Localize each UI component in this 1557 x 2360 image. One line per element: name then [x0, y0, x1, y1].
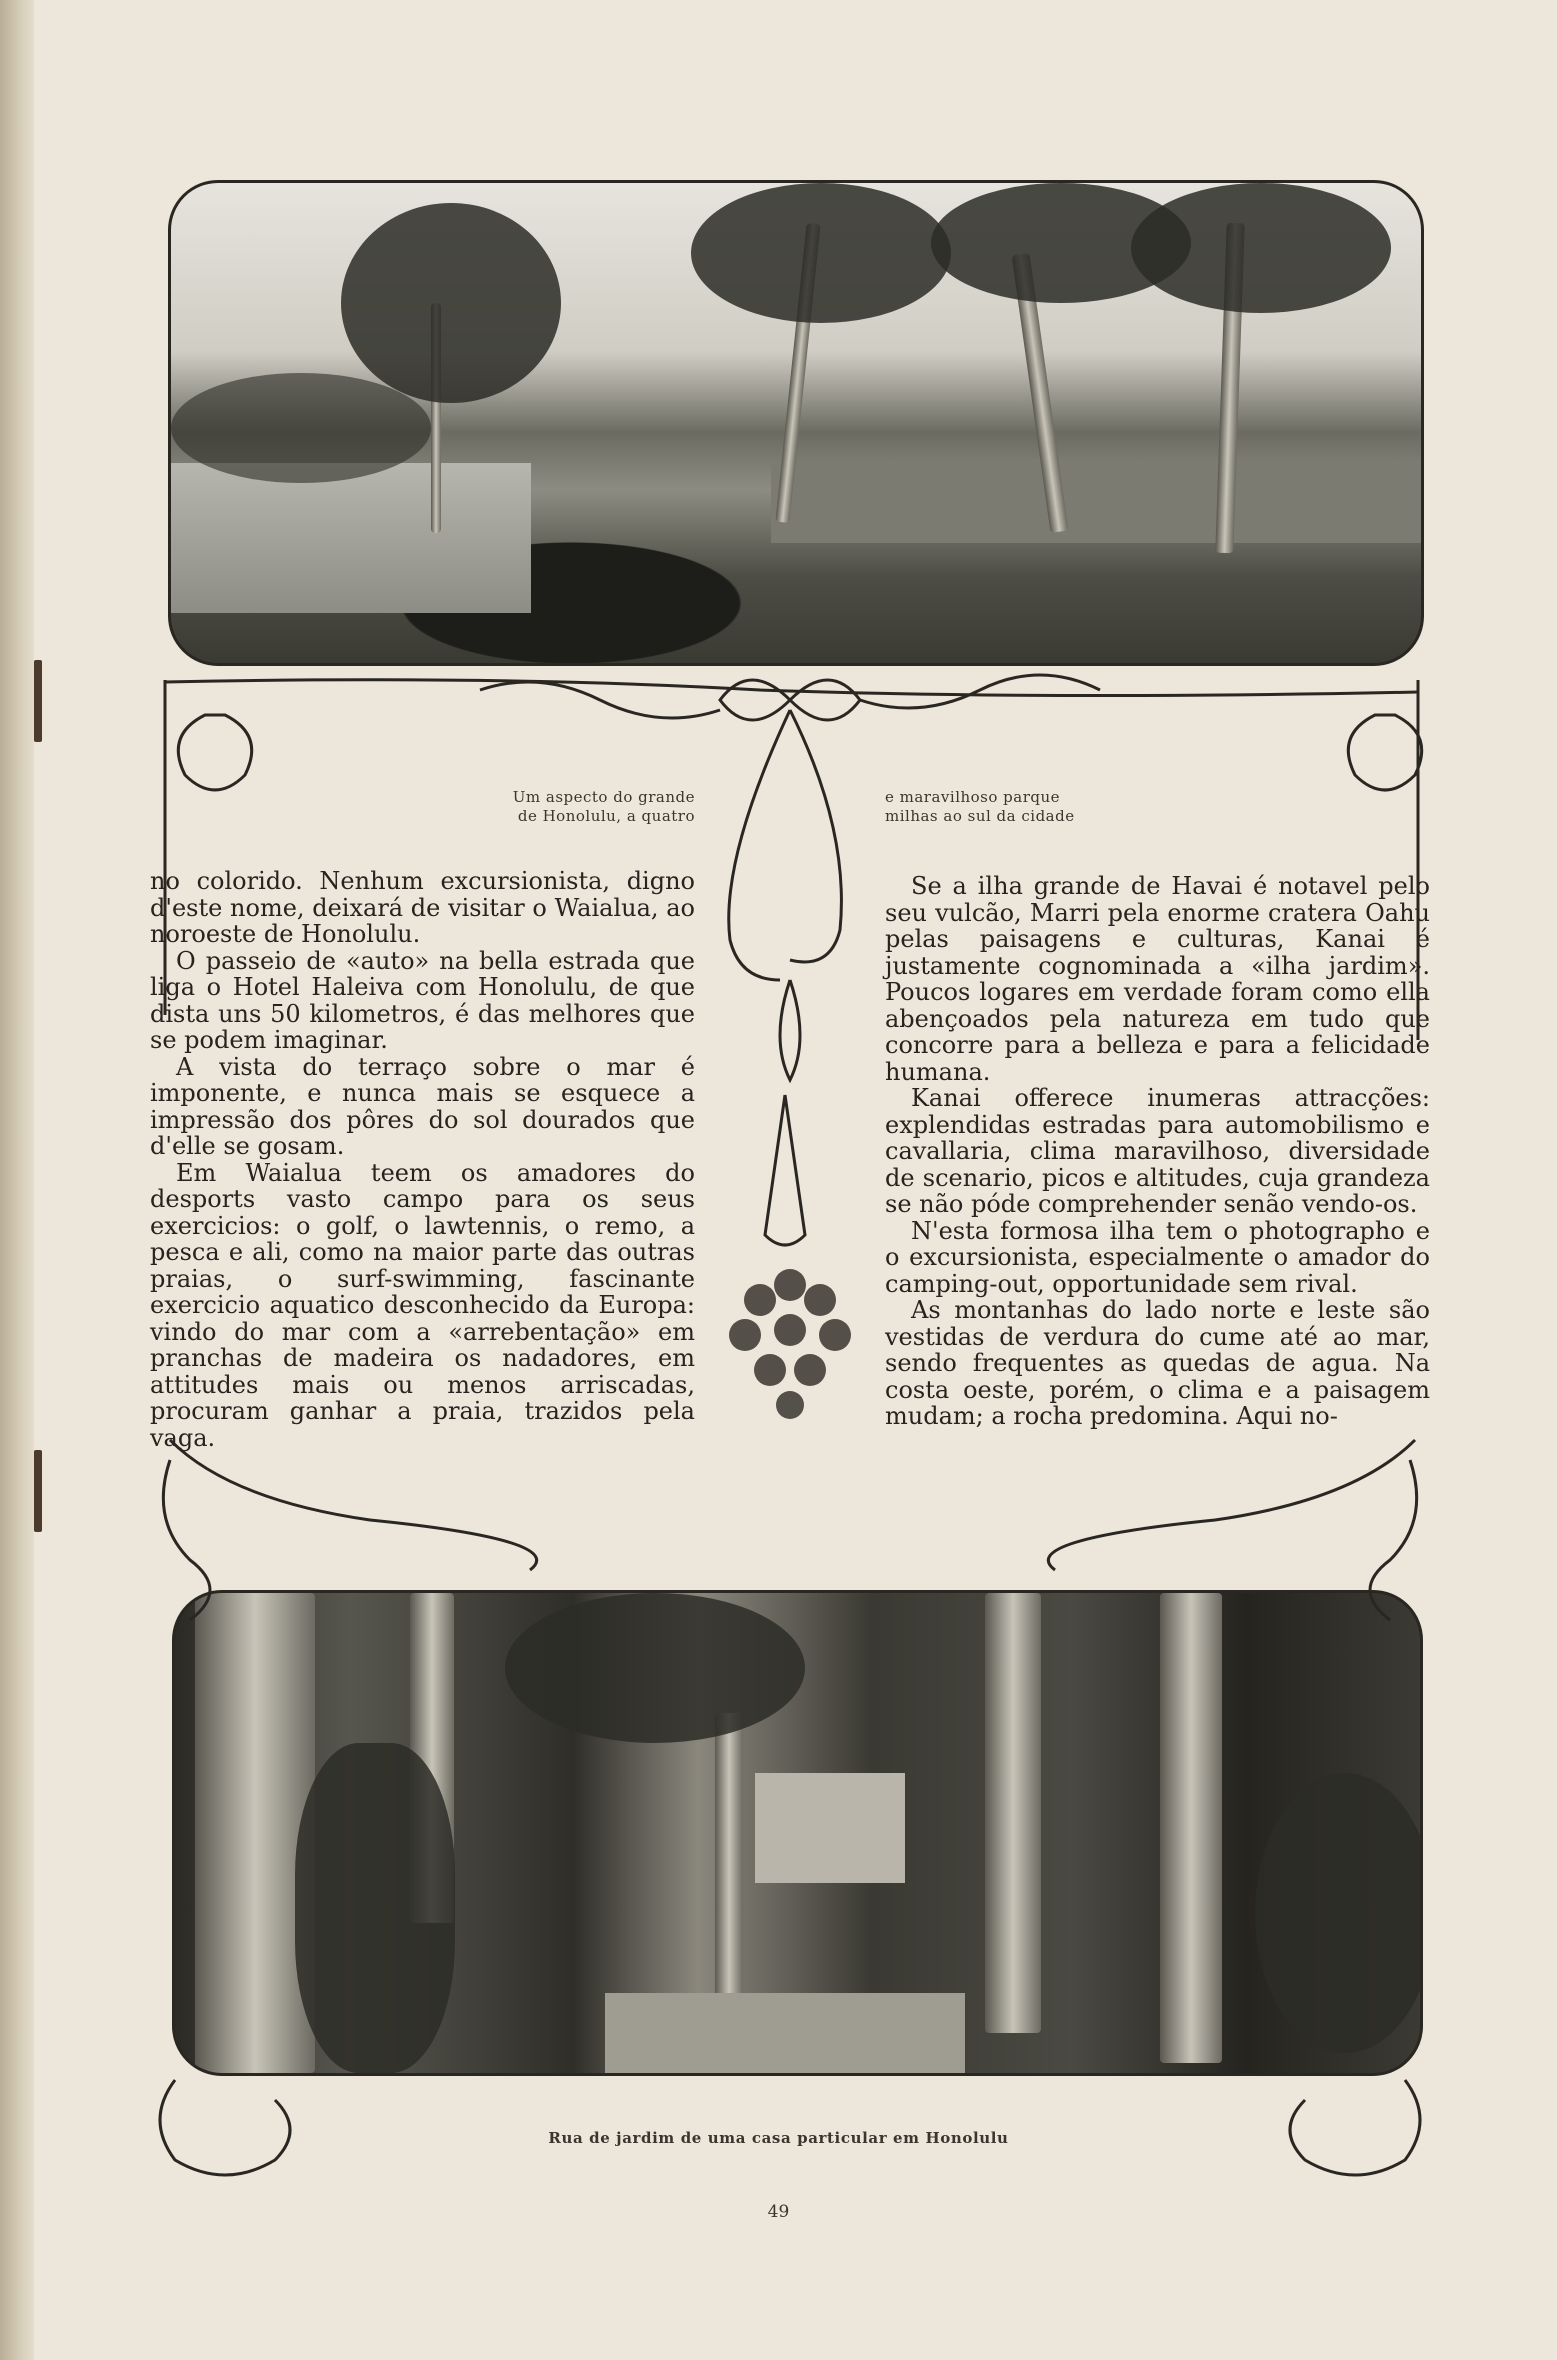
caption-line: e maravilhoso parque [885, 788, 1061, 806]
ribbon-bow [720, 680, 860, 720]
bottom-photo-caption: Rua de jardim de uma casa particular em Honolulu [548, 2129, 1009, 2147]
paragraph: As montanhas do lado norte e leste são vestidas de verdura do cume até ao mar, sendo frequentes as quedas de agua. Na costa oeste, porém, o clima e a paisagem mudam; a rocha predomina. Aqui no- [885, 1296, 1430, 1430]
article-left-column [150, 868, 695, 1451]
caption-line: de Honolulu, a quatro [517, 807, 695, 825]
scroll-ornament [178, 715, 251, 790]
ribbon-right [860, 675, 1100, 708]
flower-cluster [729, 1269, 851, 1419]
lower-right-flourish [1048, 1440, 1415, 1570]
paragraph: A vista do terraço sobre o mar é imponente, e nunca mais se esquece a impressão dos pôres do sol dourados que d'elle se gosam. [150, 1052, 695, 1160]
caption-line: Um aspecto do grande [512, 788, 695, 806]
top-caption-right [885, 788, 1145, 826]
lower-left-flourish [170, 1440, 537, 1570]
page-number: 49 [767, 2202, 790, 2222]
frame-top-rule [165, 680, 1418, 696]
paragraph: Em Waialua teem os amadores do desports vasto campo para os seus exercicios: o golf, o lawtennis, o remo, a pesca e ali, como na maior parte das outras praias, o surf-swimming, fascinante exercicio aquatico desconhecido da Europa: vindo do mar com a «arrebentação» em pranchas de madeira os nadadores, em attitudes mais ou menos arriscadas, procuram ganhar a praia, trazidos pela vaga. [150, 1158, 695, 1452]
lower-right-scroll [1370, 1460, 1417, 1620]
paragraph: Kanai offerece inumeras attracções: explendidas estradas para automobilismo e cavallaria, clima maravilhoso, diversidade de scenario, picos e altitudes, cuja grandeza se não póde comprehender senão vendo-os. [885, 1084, 1430, 1218]
ribbon-tail [790, 710, 841, 962]
paragraph: no colorido. Nenhum excursionista, digno d'este nome, deixará de visitar o Waialua, ao noroeste de Honolulu. [150, 867, 695, 948]
scroll-ornament [1348, 715, 1421, 790]
flower-bell [765, 1095, 805, 1245]
ribbon-tail [729, 710, 790, 980]
lower-left-scroll [163, 1460, 210, 1620]
bottom-right-scroll [1290, 2080, 1420, 2175]
paragraph: Se a ilha grande de Havai é notavel pelo seu vulcão, Marri pela enorme cratera Oahu pelas paisagens e culturas, Kanai é justamente cognominada a «ilha jardim». Poucos logares em verdade foram como ella abençoados pela natureza em tudo que concorre para a belleza e para a felicidade humana. [885, 872, 1430, 1086]
article-right-column [885, 873, 1430, 1430]
top-caption-left [440, 788, 695, 826]
caption-line: milhas ao sul da cidade [885, 807, 1075, 825]
paragraph: O passeio de «auto» na bella estrada que liga o Hotel Haleiva com Honolulu, de que dista uns 50 kilometros, é das melhores que se podem imaginar. [150, 946, 695, 1054]
paragraph: N'esta formosa ilha tem o photographo e o excursionista, especialmente o amador do camping-out, opportunidade sem rival. [885, 1216, 1430, 1298]
ribbon-knot [780, 980, 800, 1080]
bottom-left-scroll [160, 2080, 290, 2175]
